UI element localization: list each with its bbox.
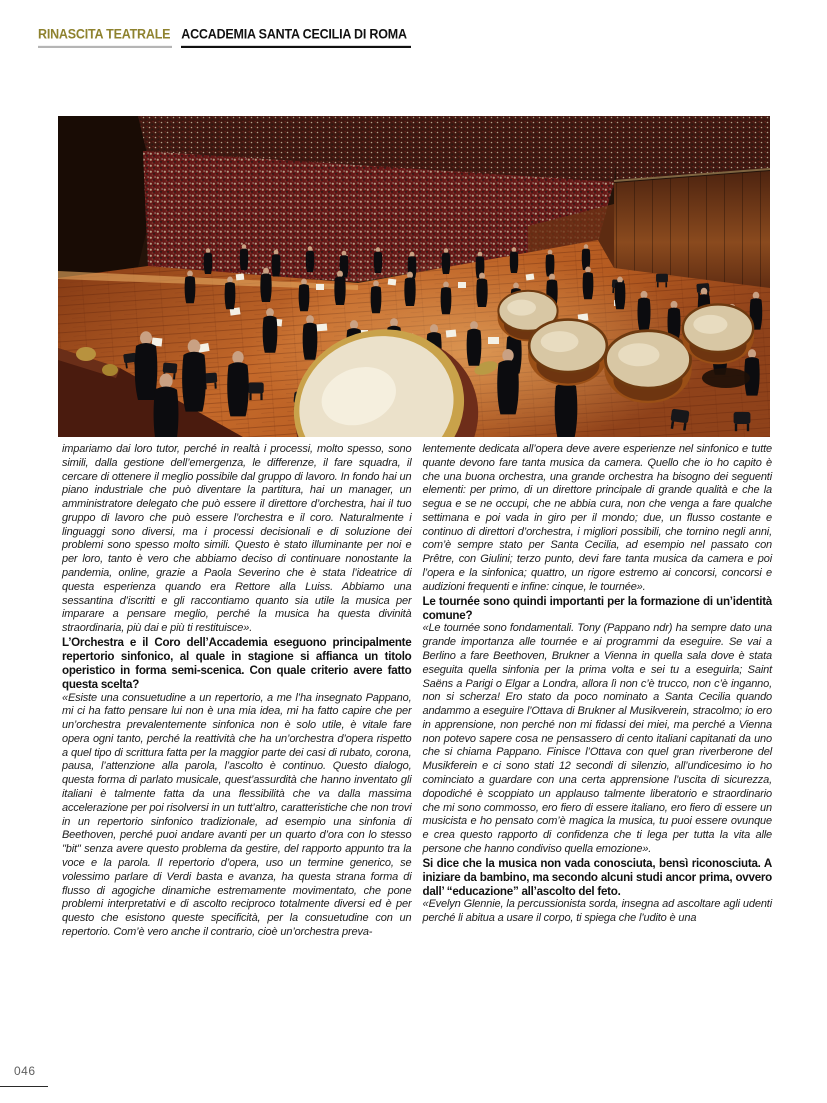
interview-question: Le tournée sono quindi importanti per la formazione di un’identità comune?: [422, 594, 772, 622]
page-number: 046: [14, 1064, 36, 1078]
article-body: [62, 443, 772, 940]
interview-answer: «Le tournée sono fondamentali. Tony (Pappano ndr) ha sempre dato una grande importanza alle tournée e ai programmi da eseguire. Se vai a Berlino a fare Beethoven, Brukner a Vienna in quella sala dove è stata eseguita quella sinfonia per la prima volta e sei tu a eseguirla; Saint Saëns a Parigi o Elgar a Londra, allora lì non c’è trucco, non c’è inganno, non si scherza! Ero stato da poco nominato a Santa Cecilia quando andammo a eseguire l’Ottava di Brukner al Musikverein, stracolmo; io ero in apprensione, non perché non mi fidassi dei miei, ma perché a Vienna non potevo sapere cosa ne pensassero di cento italiani capitanati da uno che si chiama Pappano. Finisce l’Ottava con quel gran riverberone del Musikferein e ci sono stati 12 secondi di silenzio, all’undicesimo io ho cominciato a guardare con una certa apprensione l’uscita di sicurezza, dopodiché è scoppiato un applauso talmente liberatorio e straordinario che mi sono commosso, ero fiero di essere italiano, ero fiero di essere un musicista e ho pensato com’è magica la musica, tu puoi essere ovunque e crea questo rapporto di confidenza che ti lega per tutta la vita alle persone che hanno condiviso quella emozione».: [422, 622, 772, 855]
interview-question: Si dice che la musica non vada conosciuta, bensì riconosciuta. A iniziare da bambino, ma secondo alcuni studi ancor prima, ovvero dall’ “educazione” all’ascolto del feto.: [422, 856, 772, 898]
interview-answer: lentemente dedicata all’opera deve avere esperienze nel sinfonico e tutte quante devono fare tanta musica da camera. Quello che io ho capito è che una buona orchestra, una grande orchestra ha bisogno dei seguenti elementi: per primo, di un direttore principale di grande qualità e che la segua e se ne occupi, che ne abbia cura, non che venga a fare qualche settimana e poi vada in giro per il mondo; due, un flusso costante e continuo di direttori d’orchestra, i migliori possibili, che tornino negli anni, com’è sempre stato per Santa Cecilia, ad esempio nel passato con Prêtre, con Giulini; terzo punto, devi fare tanta musica da camera e poi l’opera e la sinfonica; quattro, un rigore estremo ai concorsi, concorsi e audizioni frequenti e infine: cinque, le tournée».: [422, 443, 772, 593]
interview-answer: impariamo dai loro tutor, perché in realtà i processi, molto spesso, sono simili, dalla gestione dell’emergenza, le differenze, il fare squadra, il cercare di ottenere il meglio possibile dal gruppo di lavoro. In fondo hai un piano industriale che può diventare la partitura, hai un manager, un amministratore delegato che può essere il direttore d’orchestra, hai il tuo gruppo di lavoro che può essere l’orchestra e il coro. Naturalmente i linguaggi sono diversi, ma i processi decisionali e di soluzione dei problemi sono spesso molto simili. Questo è stato illuminante per noi e per loro, tanto è vero che abbiamo deciso di continuare nonostante la pandemia, online, grazie a Paola Severino che è stata l’ideatrice di questa esperienza quando era Rettore alla Luiss. Abbiamo una sessantina d’iscritti e gli raccontiamo quanto sia utile la musica per imparare a pensare meglio, perché la musica ha questa divinità straordinaria, più dai e più ti restituisce».: [62, 443, 412, 635]
orchestra-concert-illustration: [58, 116, 770, 437]
interview-answer: «Evelyn Glennie, la percussionista sorda, insegna ad ascoltare agli udenti perché li abitua a usare il corpo, ti spiega che l’udito è una: [422, 898, 772, 925]
text-column-right: [423, 443, 773, 940]
page-header: [38, 28, 411, 48]
page-footer: [0, 1062, 48, 1087]
orchestra-photo: [58, 116, 770, 437]
interview-question: L’Orchestra e il Coro dell’Accademia eseguono principalmente repertorio sinfonico, al quale in stagione si affianca un titolo operistico in forma semi-scenica. Con quale criterio avere fatto questa scelta?: [62, 635, 412, 691]
article-title: ACCADEMIA SANTA CECILIA DI ROMA: [181, 26, 411, 48]
interview-answer: «Esiste una consuetudine a un repertorio, a me l’ha insegnato Pappano, mi ci ha fatto pensare lui non è una mia idea, mi ha fatto capire che per un’orchestra prevalentemente sinfonica non è solo utile, è vitale fare opera ogni tanto, perché la reattività che ha un’orchestra d’opera rispetto a quel tipo di scrittura fatta per la maggior parte dei casi di rubato, corona, pausa, l’attenzione alla parola, l’ascolto è continuo. Questo dialogo, questa forma di parlato musicale, quest’assurdità che hanno inventato gli italiani è talmente fatta da una flessibilità che va dalla massima accelerazione per poi risolversi in un tutt’altro, caratteristiche che non trovi in un repertorio sinfonico tradizionale, ad esempio una sinfonia di Beethoven, perché puoi andare avanti per un quarto d’ora con lo stesso "bit" senza avere questo problema da gestire, del rapporto appunto tra la voce e la parola. Il repertorio d’opera, uso un termine generico, se volessimo parlare di Verdi basta e avanza, ha questa strana forma di flusso di agogiche dinamiche estremamente movimentato, che pone problemi interpretativi e di ascolto reciproco totalmente diversi ed è per questo che esistono queste specificità, per la consuetudine con un repertorio. Com’è vero anche il contrario, cioè un’orchestra preva-: [62, 691, 412, 938]
section-kicker: RINASCITA TEATRALE: [38, 26, 172, 48]
text-column-left: [62, 443, 412, 940]
